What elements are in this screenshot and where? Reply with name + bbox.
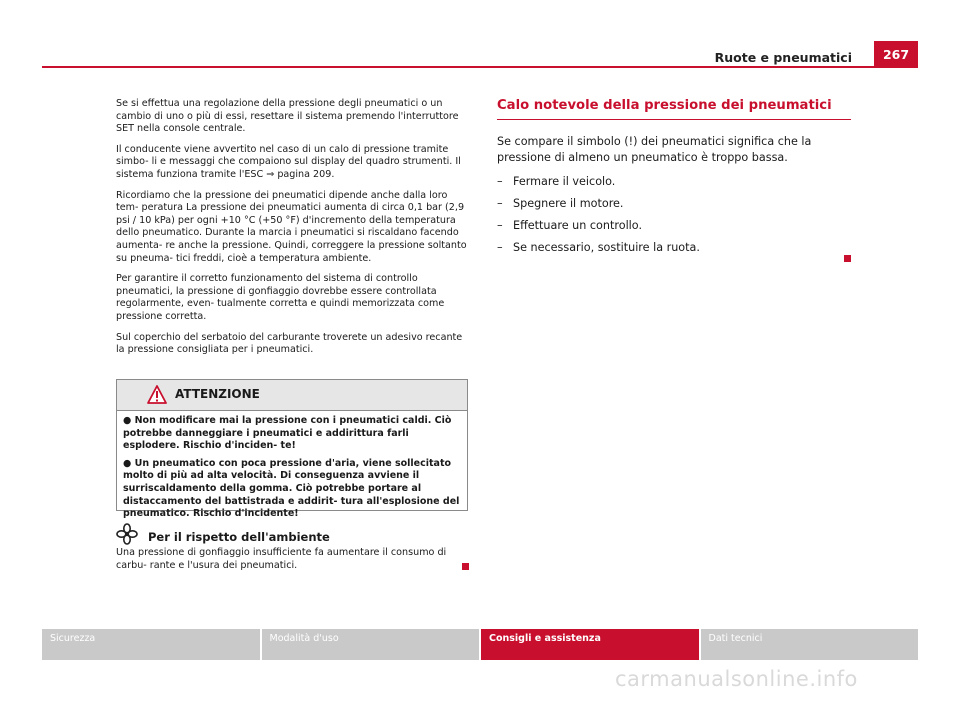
- right-column: [497, 98, 851, 254]
- warning-box: [116, 379, 468, 520]
- page-header-title: Ruote e pneumatici: [714, 50, 852, 65]
- footer-tab-consigli-assistenza[interactable]: Consigli e assistenza: [481, 629, 699, 660]
- watermark: carmanualsonline.info: [615, 667, 858, 691]
- page-number: 267: [874, 41, 918, 68]
- footer-tab-dati-tecnici[interactable]: Dati tecnici: [701, 629, 919, 660]
- header-divider: [42, 66, 918, 68]
- footer-tab-sicurezza[interactable]: Sicurezza: [42, 629, 260, 660]
- footer-tab-modalita-uso[interactable]: Modalità d'uso: [262, 629, 480, 660]
- section-end-marker: [844, 255, 851, 262]
- paragraph: Sul coperchio del serbatoio del carburante troverete un adesivo recante la pressione consigliata per i pneumatici.: [116, 331, 463, 356]
- environment-header: [116, 523, 330, 545]
- warning-item: ● Un pneumatico con poca pressione d'aria, viene sollecitato molto di più ad alta velocità. Di conseguenza avviene il surriscaldamento della gomma. Ciò potrebbe portare al distaccamento del battistrada e addirit- tura all'esplosione del pneumatico. Rischio d'incidente!: [123, 457, 460, 520]
- left-column: [116, 98, 468, 365]
- step-list: [497, 175, 851, 254]
- flower-icon: [116, 523, 138, 545]
- section-title: Calo notevole della pressione dei pneumatici: [497, 98, 851, 120]
- warning-triangle-icon: [147, 385, 167, 404]
- warning-body: [117, 411, 467, 521]
- environment-text: Una pressione di gonfiaggio insufficiente fa aumentare il consumo di carbu- rante e l'usura dei pneumatici.: [116, 547, 447, 571]
- list-item: – Se necessario, sostituire la ruota.: [497, 241, 700, 254]
- warning-item: ● Non modificare mai la pressione con i pneumatici caldi. Ciò potrebbe danneggiare i pneumatici e addirittura farli esplodere. Rischio d'inciden- te!: [123, 415, 452, 452]
- warning-header: [117, 380, 467, 411]
- paragraph: Per garantire il corretto funzionamento del sistema di controllo pneumatici, la pressione di gonfiaggio dovrebbe essere controllata regolarmente, even- tualmente corretta e quindi memorizzata come pressione corretta.: [116, 273, 445, 322]
- list-item: – Fermare il veicolo.: [497, 175, 616, 188]
- section-end-marker: [462, 563, 469, 570]
- list-item: – Spegnere il motore.: [497, 197, 624, 210]
- paragraph: Se si effettua una regolazione della pressione degli pneumatici o un cambio di uno o più di essi, resettare il sistema premendo l'interruttore SET nella console centrale.: [116, 98, 459, 135]
- paragraph: Ricordiamo che la pressione dei pneumatici dipende anche dalla loro tem- peratura La pressione dei pneumatici aumenta di circa 0,1 bar (2,9 psi / 10 kPa) per ogni +10 °C (+50 °F) d'incremento della temperatura dello pneumatico. Durante la marcia i pneumatici si riscaldano facendo aumenta- re anche la pressione. Quindi, correggere la pressione soltanto su pneuma- tici freddi, cioè a temperatura ambiente.: [116, 189, 467, 264]
- warning-title: ATTENZIONE: [175, 387, 260, 401]
- environment-title: Per il rispetto dell'ambiente: [148, 530, 330, 544]
- section-intro: Se compare il simbolo (!) dei pneumatici significa che la pressione di almeno un pneumatico è troppo bassa.: [497, 135, 812, 164]
- paragraph: Il conducente viene avvertito nel caso di un calo di pressione tramite simbo- li e messaggi che compaiono sul display del quadro strumenti. Il sistema funziona tramite l'ESC ⇒ pagina 209.: [116, 143, 461, 180]
- footer-nav: [42, 629, 918, 660]
- list-item: – Effettuare un controllo.: [497, 219, 642, 232]
